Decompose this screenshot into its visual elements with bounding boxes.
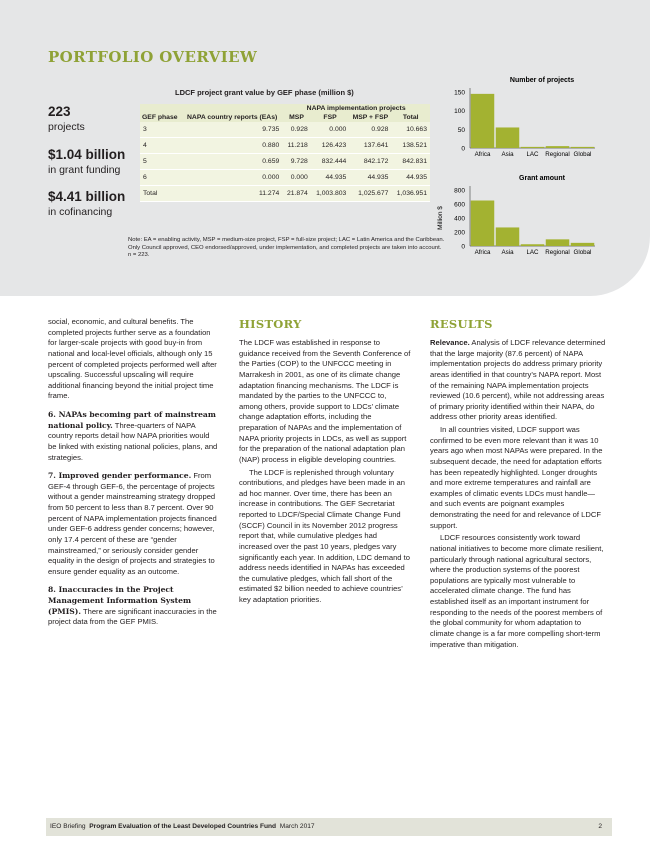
cell-napa: 9.735 (182, 122, 282, 138)
bar (571, 147, 595, 148)
x-tick-label: LAC (526, 151, 539, 158)
footer-brand: IEO Briefing (50, 823, 86, 830)
table-subhead: Total (391, 113, 430, 122)
cell-msp: 0.928 (282, 122, 311, 138)
y-tick-label: 600 (454, 201, 465, 209)
x-tick-label: Africa (474, 249, 491, 256)
results-column (430, 316, 606, 652)
cell-fsp: 126.423 (311, 138, 350, 154)
bar (496, 127, 520, 148)
y-tick-label: 50 (457, 126, 465, 134)
x-tick-label: Regional (545, 151, 570, 158)
cell-total: 10.663 (391, 122, 430, 138)
item-6-text: Three-quarters of NAPA country reports detail how NAPA priorities would be linked with existing national policies, plans, and strategies. (48, 420, 218, 462)
bar (546, 239, 570, 246)
stat-grant-label: in grant funding (48, 164, 121, 176)
projects-bar-chart (442, 70, 632, 170)
cell-msp: 21.874 (282, 186, 311, 202)
results-paragraph: In all countries visited, LDCF support was confirmed to be even more relevant than it was 10 years ago when most NAPAs were prepared. In the subsequent decade, the need for adaptation efforts has been repeatedly highlighted. Longer droughts and more extreme temperatures and rainfall are examples of climatic events LDCs must handle—and such events are poignant examples demonstrating the need for and relevance of LDCF support. (430, 425, 603, 530)
cell-total: 44.935 (391, 170, 430, 186)
results-paragraph: LDCF resources consistently work toward national initiatives to become more climate resilient, particularly through national agricultural sectors, where the production systems of the poorest populations are typically most vulnerable to accelerated climate change. The fund has established itself as an important instrument for responding to the needs of the poorest members of the global community for whom adaptation to climate change is a far more compelling short-term imperative than mitigation. (430, 533, 604, 649)
cell-mspfsp: 137.641 (349, 138, 391, 154)
grant-amount-bar-chart (437, 168, 632, 268)
history-paragraph: The LDCF is replenished through voluntary contributions, and pledges have been made in an ad hoc manner. Over time, there has been an increase in contributions. The GEF Secretariat reported to LDCF/Special Climate Change Fund (SCCF) Council in its November 2012 progress report that, while cumulative pledges had increased over the past 10 years, pledges vary significantly each year. In addition, LDC demand to address needs identified in NAPAs has exceeded the cumulative pledges, which fall short of the estimated $2 billion needed to achieve countries’ key adaptation priorities. (239, 467, 410, 605)
item-7 (48, 471, 220, 577)
results-heading: RESULTS (430, 317, 493, 331)
bar (471, 201, 495, 247)
chart-title: Number of projects (509, 77, 575, 84)
x-tick-label: LAC (526, 249, 539, 256)
cell-phase: Total (140, 186, 182, 202)
item-8-title: 8. Inaccuracies in the Project Management Information System (PMIS). (48, 585, 191, 616)
chart-title: Grant amount (519, 175, 565, 182)
y-tick-label: 800 (454, 187, 465, 195)
table-title: LDCF project grant value by GEF phase (million $) (175, 88, 354, 97)
cell-fsp: 0.000 (311, 122, 350, 138)
cell-total: 1,036.951 (391, 186, 430, 202)
history-column (239, 316, 411, 608)
cell-phase: 6 (140, 170, 182, 186)
cell-fsp: 832.444 (311, 154, 350, 170)
x-tick-label: Africa (474, 151, 491, 158)
y-tick-label: 150 (454, 89, 465, 97)
table-total-row (140, 186, 430, 202)
stat-projects-label: projects (48, 121, 85, 133)
cell-napa: 0.659 (182, 154, 282, 170)
table-subhead: FSP (311, 113, 350, 122)
history-paragraph: The LDCF was established in response to guidance received from the Seventh Conference of the Parties (COP) to the UNFCCC meeting in Marrakesh in 2001, as one of its climate change adaptation financing mechanisms. The LDCF is mandated by the parties to the UNFCCC to, among others, provide support to LDCs’ climate change adaptation efforts, including the preparation of NAPAs and the implementation of NAPA priority projects in LDCs, as well as support for the preparation of the national adaptation plan (NAP) process in eligible developing countries. (239, 338, 411, 464)
history-heading: HISTORY (239, 317, 302, 331)
table-row (140, 154, 430, 170)
item-8 (48, 585, 220, 628)
cell-msp: 0.000 (282, 170, 311, 186)
results-paragraph (430, 338, 606, 423)
cell-total: 842.831 (391, 154, 430, 170)
section-title: PORTFOLIO OVERVIEW (48, 48, 258, 66)
cell-mspfsp: 0.928 (349, 122, 391, 138)
cell-msp: 11.218 (282, 138, 311, 154)
bar (571, 243, 595, 246)
cell-mspfsp: 842.172 (349, 154, 391, 170)
cell-phase: 3 (140, 122, 182, 138)
bar (496, 227, 520, 246)
x-tick-label: Asia (501, 249, 514, 256)
table-row (140, 122, 430, 138)
grant-table (140, 104, 430, 202)
relevance-lead: Relevance. (430, 338, 470, 348)
item-7-title: 7. Improved gender performance. (48, 471, 192, 481)
page-footer (46, 818, 612, 836)
cell-mspfsp: 44.935 (349, 170, 391, 186)
stat-cofinancing-number: $4.41 billion (48, 189, 126, 204)
footer-text (50, 818, 315, 836)
y-tick-label: 200 (454, 229, 465, 237)
y-tick-label: 0 (461, 243, 465, 251)
bar (546, 146, 570, 148)
table-row (140, 170, 430, 186)
table-row (140, 138, 430, 154)
cell-fsp: 44.935 (311, 170, 350, 186)
y-tick-label: 100 (454, 108, 465, 116)
cell-phase: 5 (140, 154, 182, 170)
y-tick-label: 0 (461, 145, 465, 153)
table-subhead: MSP (282, 113, 311, 122)
x-tick-label: Global (573, 151, 592, 158)
stat-grant-number: $1.04 billion (48, 147, 126, 162)
table-subhead: MSP + FSP (349, 113, 391, 122)
footer-title: Program Evaluation of the Least Developed Countries Fund (89, 823, 277, 830)
table-head-napa: NAPA country reports (EAs) (182, 104, 282, 122)
y-axis-label: Million $ (437, 206, 444, 230)
item-6-title: 6. NAPAs becoming part of mainstream national policy. (48, 410, 216, 430)
footer-date: March 2017 (279, 823, 315, 830)
cell-napa: 0.880 (182, 138, 282, 154)
relevance-text: Analysis of LDCF relevance determined that the large majority (87.6 percent) of NAPA implementation projects do address primary priority areas identified in that country’s NAPA report. Most of the remaining NAPA implementation projects reviewed (10.6 percent), while not addressing areas of primary priority identified within their NAPA, do address other priority areas identified. (430, 338, 606, 422)
x-tick-label: Regional (545, 249, 570, 256)
cell-phase: 4 (140, 138, 182, 154)
cell-fsp: 1,003.803 (311, 186, 350, 202)
item-6 (48, 410, 220, 463)
intro-paragraph: social, economic, and cultural benefits. The completed projects further serve as a foundation for larger-scale projects with good buy-in from national and local-level officials, although only 15 percent of completed projects performed well after upscaling. Successful upscaling will require additional financing beyond the initial project time frame. (48, 317, 217, 401)
item-8-text: There are significant inaccuracies in the project data from the GEF PMIS. (48, 606, 217, 627)
stat-cofinancing-label: in cofinancing (48, 206, 113, 218)
table-head-impl: NAPA implementation projects (282, 104, 430, 113)
bar (521, 244, 545, 246)
cell-napa: 0.000 (182, 170, 282, 186)
item-7-text: From GEF-4 through GEF-6, the percentage of projects without a gender mainstreaming strategy dropped from 50 percent to less than 8.7 percent. Over 90 percent of NAPA implementation projects financed under GEF-6 address gender concerns; however, only 17.4 percent of these are “gender mainstreamed,” or seriously consider gender equality in the design of projects and strategies to ensure gender equality as an outcome. (48, 471, 217, 576)
x-tick-label: Global (573, 249, 592, 256)
bar (471, 94, 495, 148)
cell-napa: 11.274 (182, 186, 282, 202)
column-1 (48, 317, 220, 630)
table-note: Note: EA = enabling activity, MSP = medium-size project, FSP = full-size project; LAC = Latin America and the Caribbean. Only Council approved, CEO endorsed/approved, under implementation, and completed projects are taken into account. n = 223. (128, 237, 445, 259)
x-tick-label: Asia (501, 151, 514, 158)
cell-msp: 9.728 (282, 154, 311, 170)
table-head-phase: GEF phase (140, 104, 182, 122)
y-tick-label: 400 (454, 215, 465, 223)
page-number: 2 (598, 823, 602, 830)
bar (521, 147, 545, 148)
stat-projects-number: 223 (48, 104, 71, 119)
cell-total: 138.521 (391, 138, 430, 154)
cell-mspfsp: 1,025.677 (349, 186, 391, 202)
